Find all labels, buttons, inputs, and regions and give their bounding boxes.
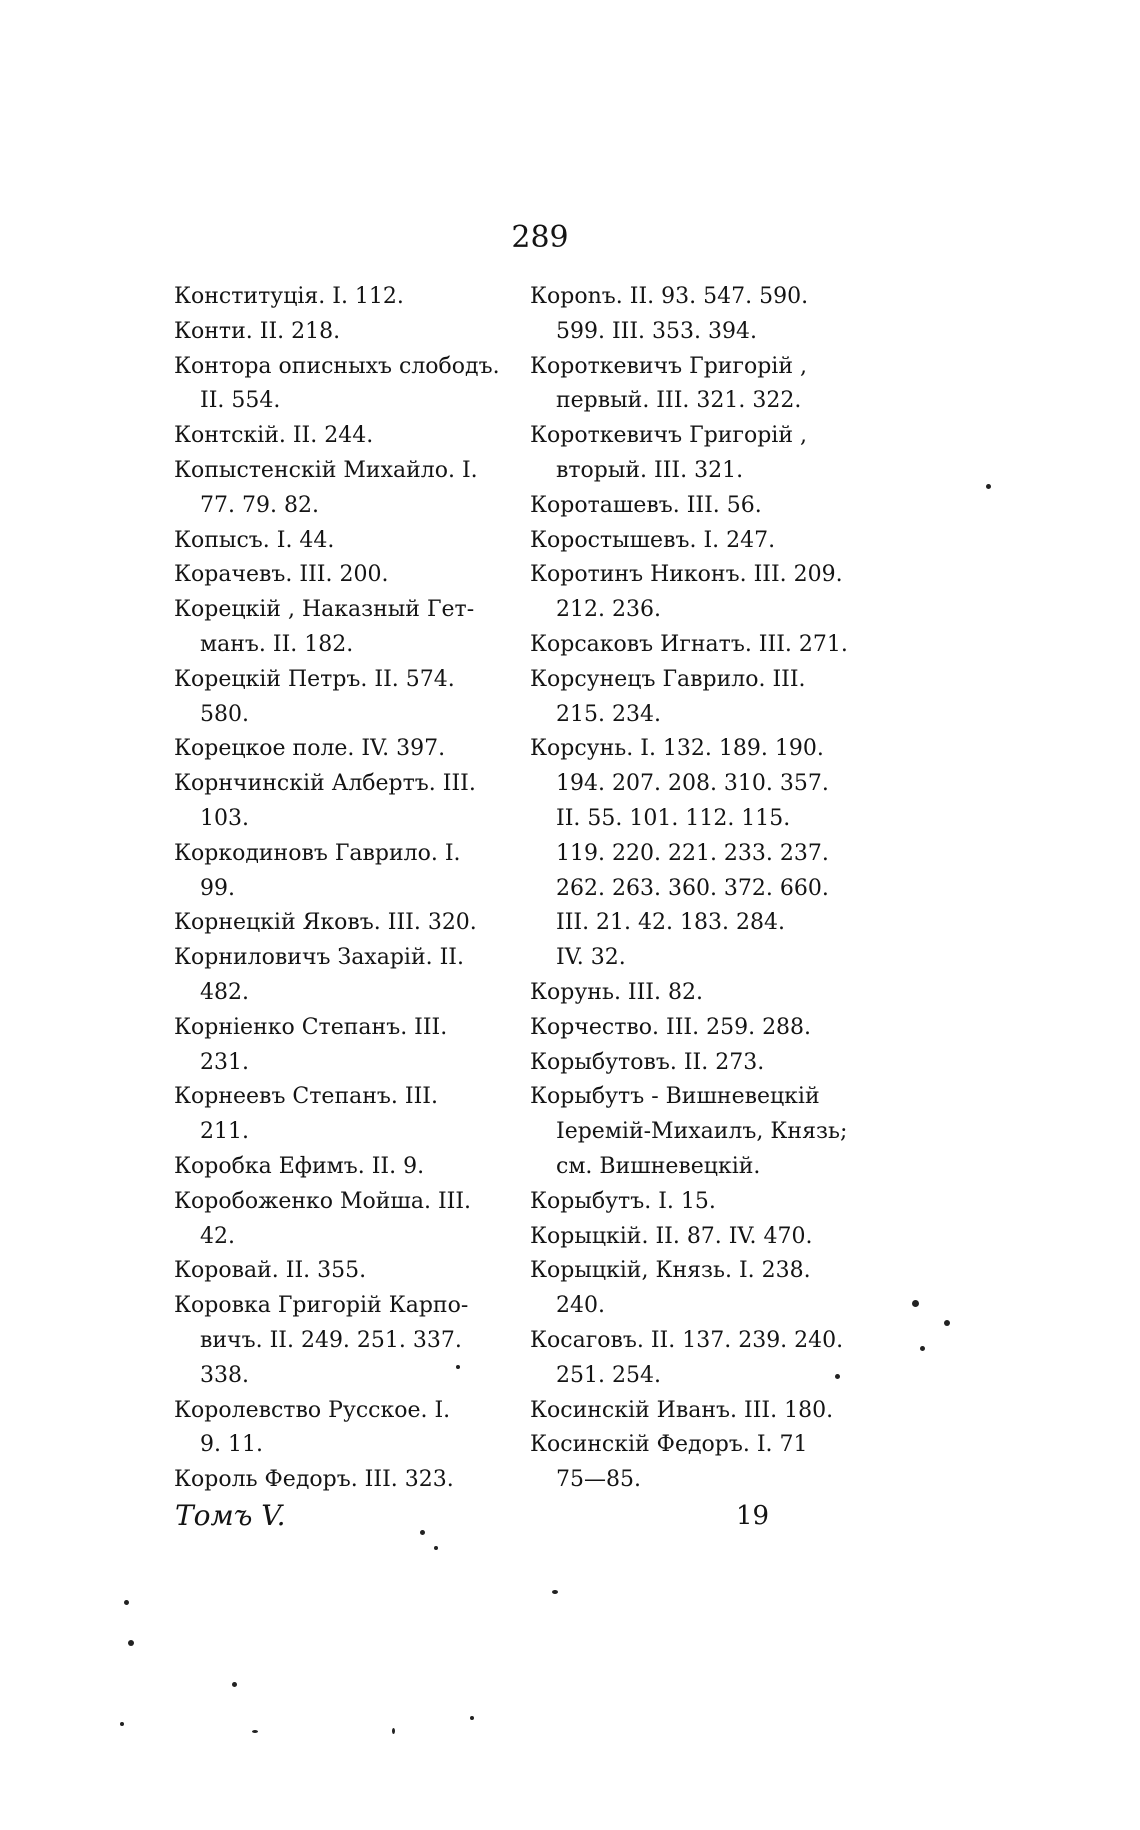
index-entry-heading: Корчество. III. 259. 288. bbox=[530, 1014, 812, 1040]
index-column-left bbox=[174, 280, 514, 1498]
speck bbox=[552, 1590, 558, 1594]
index-entry-heading: Корніенко Степанъ. III. bbox=[174, 1014, 448, 1040]
index-entry-heading: Короткевичъ Григорій , bbox=[530, 423, 807, 449]
index-entry-heading: Корсаковъ Игнатъ. III. 271. bbox=[530, 631, 848, 657]
index-entry bbox=[174, 1289, 514, 1393]
index-entry bbox=[530, 1011, 870, 1046]
index-entry-continuation: вичъ. II. 249. 251. 337. bbox=[200, 1327, 462, 1353]
index-entry-heading: Корачевъ. III. 200. bbox=[174, 562, 389, 588]
index-entry-continuation: 99. bbox=[200, 875, 235, 901]
index-entry bbox=[174, 732, 514, 767]
index-entry bbox=[174, 1011, 514, 1081]
index-entry-heading: Корсунь. I. 132. 189. 190. bbox=[530, 736, 824, 762]
speck bbox=[392, 1728, 395, 1734]
index-entry-continuation: 211. bbox=[200, 1119, 249, 1145]
index-entry bbox=[530, 663, 870, 733]
index-entry bbox=[530, 732, 870, 976]
index-entry bbox=[530, 1185, 870, 1220]
index-entry-heading: Контора описныхъ слободъ. bbox=[174, 353, 500, 379]
speck bbox=[986, 484, 991, 489]
index-entry bbox=[174, 941, 514, 1011]
index-entry-heading: Корыбутъ - Вишневецкій bbox=[530, 1084, 820, 1110]
index-entry-continuation: см. Вишневецкій. bbox=[556, 1153, 761, 1179]
index-entry-heading: Корецкое поле. IV. 397. bbox=[174, 736, 446, 762]
index-entry-continuation: 215. 234. bbox=[556, 701, 661, 727]
index-entry bbox=[174, 419, 514, 454]
index-entry-continuation: первый. III. 321. 322. bbox=[556, 388, 802, 414]
speck bbox=[944, 1320, 950, 1326]
speck bbox=[920, 1346, 925, 1351]
index-entry-continuation: вторый. III. 321. bbox=[556, 457, 744, 483]
index-entry bbox=[530, 280, 870, 350]
index-entry bbox=[530, 350, 870, 420]
speck bbox=[420, 1530, 425, 1535]
index-entry bbox=[174, 1150, 514, 1185]
speck bbox=[470, 1716, 474, 1720]
index-entry-heading: Контскій. II. 244. bbox=[174, 423, 374, 449]
index-entry-continuation: 194. 207. 208. 310. 357. bbox=[556, 771, 829, 797]
page-number: 289 bbox=[511, 220, 569, 255]
index-entry bbox=[174, 767, 514, 837]
index-entry-continuation: 240. bbox=[556, 1293, 605, 1319]
index-entry-continuation: 9. 11. bbox=[200, 1432, 263, 1458]
index-entry bbox=[174, 558, 514, 593]
index-entry-continuation: 212. 236. bbox=[556, 597, 661, 623]
index-entry-heading: Косаговъ. II. 137. 239. 240. bbox=[530, 1327, 844, 1353]
index-entry-heading: Копысъ. I. 44. bbox=[174, 527, 335, 553]
index-entry bbox=[174, 315, 514, 350]
index-entry-continuation: 77. 79. 82. bbox=[200, 492, 319, 518]
index-entry bbox=[530, 1080, 870, 1184]
index-entry-continuation: 482. bbox=[200, 979, 249, 1005]
index-entry-heading: Конституція. I. 112. bbox=[174, 284, 404, 309]
index-entry bbox=[174, 837, 514, 907]
index-entry-continuation: 103. bbox=[200, 805, 249, 831]
index-entry bbox=[174, 1185, 514, 1255]
index-entry-heading: Косинскій Федоръ. I. 71 bbox=[530, 1432, 808, 1458]
footer-volume: Томъ V. bbox=[175, 1499, 286, 1532]
index-entry-continuation: манъ. II. 182. bbox=[200, 631, 354, 657]
index-entry-continuation: II. 554. bbox=[200, 388, 281, 414]
index-entry bbox=[530, 1324, 870, 1394]
index-entry-heading: Корниловичъ Захарій. II. bbox=[174, 945, 464, 971]
index-entry-continuation: 599. III. 353. 394. bbox=[556, 318, 757, 344]
index-entry-heading: Конти. II. 218. bbox=[174, 318, 341, 344]
index-entry-heading: Корыбутъ. I. 15. bbox=[530, 1188, 716, 1214]
index-entry-heading: Корыцкій, Князь. I. 238. bbox=[530, 1258, 811, 1284]
index-entry-heading: Корыцкій. II. 87. IV. 470. bbox=[530, 1223, 813, 1249]
speck bbox=[128, 1640, 134, 1646]
index-entry bbox=[174, 1394, 514, 1464]
index-entry-heading: Корнчинскій Албертъ. III. bbox=[174, 771, 476, 797]
index-entry-continuation: 75—85. bbox=[556, 1467, 641, 1493]
index-entry-heading: Коркодиновъ Гаврило. I. bbox=[174, 840, 461, 866]
index-entry bbox=[174, 280, 514, 315]
index-entry-continuation: III. 21. 42. 183. 284. bbox=[556, 910, 785, 936]
index-entry bbox=[174, 663, 514, 733]
index-entry bbox=[530, 1394, 870, 1429]
index-entry bbox=[530, 1046, 870, 1081]
index-column-right bbox=[530, 280, 870, 1498]
index-entry-continuation: 119. 220. 221. 233. 237. bbox=[556, 840, 829, 866]
index-entry bbox=[174, 1080, 514, 1150]
index-entry-continuation: 251. 254. bbox=[556, 1362, 661, 1388]
speck bbox=[434, 1546, 438, 1550]
index-entry-continuation: 42. bbox=[200, 1223, 235, 1249]
index-entry-continuation: Іеремій-Михаилъ, Князь; bbox=[556, 1119, 848, 1145]
speck bbox=[232, 1682, 237, 1687]
index-entry bbox=[530, 976, 870, 1011]
index-entry-heading: Коробоженко Мойша. III. bbox=[174, 1188, 472, 1214]
index-entry bbox=[530, 524, 870, 559]
speck bbox=[456, 1365, 460, 1369]
index-entry-heading: Корыбутовъ. II. 273. bbox=[530, 1049, 765, 1075]
index-entry bbox=[174, 1463, 514, 1498]
index-entry-continuation: IV. 32. bbox=[556, 945, 626, 971]
index-entry-heading: Корецкій , Наказный Гет- bbox=[174, 597, 475, 623]
index-entry-continuation: 580. bbox=[200, 701, 249, 727]
index-entry-heading: Коробка Ефимъ. II. 9. bbox=[174, 1153, 425, 1179]
index-entry-heading: Корсунецъ Гаврило. III. bbox=[530, 666, 806, 692]
index-entry bbox=[174, 906, 514, 941]
speck bbox=[252, 1730, 258, 1733]
speck bbox=[835, 1374, 840, 1379]
index-entry bbox=[530, 419, 870, 489]
index-entry bbox=[174, 454, 514, 524]
index-entry-heading: Королевство Русское. I. bbox=[174, 1397, 451, 1423]
index-entry-heading: Короткевичъ Григорій , bbox=[530, 353, 807, 379]
index-entry bbox=[530, 1254, 870, 1324]
index-entry bbox=[174, 350, 514, 420]
index-entry-heading: Коротинъ Никонъ. III. 209. bbox=[530, 562, 843, 588]
index-entry-heading: Короnъ. II. 93. 547. 590. bbox=[530, 284, 809, 309]
index-entry-heading: Корнецкій Яковъ. III. 320. bbox=[174, 910, 477, 936]
index-entry-heading: Коровай. II. 355. bbox=[174, 1258, 367, 1284]
speck bbox=[124, 1600, 129, 1605]
index-entry bbox=[174, 524, 514, 559]
index-entry-heading: Король Федоръ. III. 323. bbox=[174, 1467, 454, 1493]
index-entry-heading: Корецкій Петръ. II. 574. bbox=[174, 666, 455, 692]
index-entry bbox=[530, 1428, 870, 1498]
index-entry-heading: Короташевъ. III. 56. bbox=[530, 492, 762, 518]
index-entry-continuation: 338. bbox=[200, 1362, 249, 1388]
index-entry-heading: Копыстенскій Михайло. I. bbox=[174, 457, 478, 483]
index-entry-heading: Корнеевъ Степанъ. III. bbox=[174, 1084, 438, 1110]
index-entry-continuation: 231. bbox=[200, 1049, 249, 1075]
index-entry-heading: Коростышевъ. I. 247. bbox=[530, 527, 776, 553]
index-entry-heading: Корунь. III. 82. bbox=[530, 979, 703, 1005]
index-entry-heading: Косинскій Иванъ. III. 180. bbox=[530, 1397, 834, 1423]
index-entry-heading: Коровка Григорій Карпо- bbox=[174, 1293, 469, 1319]
index-entry-continuation: 262. 263. 360. 372. 660. bbox=[556, 875, 829, 901]
index-entry bbox=[174, 593, 514, 663]
index-entry-continuation: II. 55. 101. 112. 115. bbox=[556, 805, 791, 831]
index-entry bbox=[530, 558, 870, 628]
index-entry bbox=[174, 1254, 514, 1289]
index-entry bbox=[530, 1220, 870, 1255]
footer-signature: 19 bbox=[736, 1501, 770, 1531]
speck bbox=[120, 1722, 124, 1726]
index-entry bbox=[530, 628, 870, 663]
index-entry bbox=[530, 489, 870, 524]
speck bbox=[912, 1300, 919, 1307]
